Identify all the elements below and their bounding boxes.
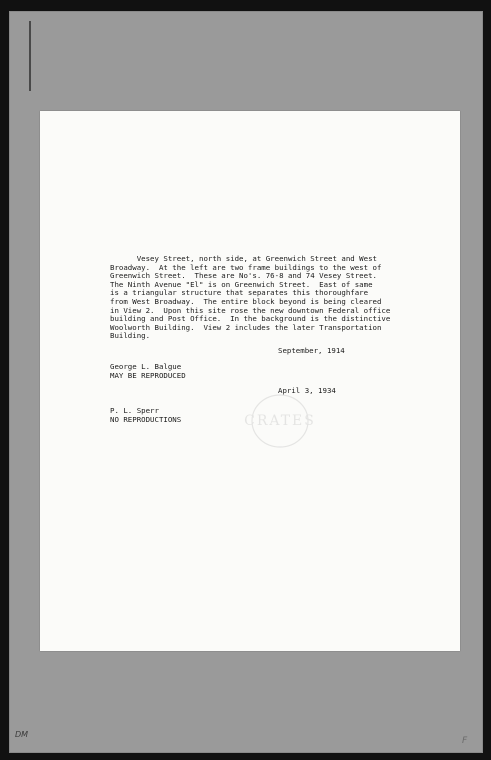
date-first: September, 1914 (278, 346, 345, 355)
faded-stamp (210, 391, 350, 451)
corner-note-right: F (462, 736, 468, 746)
stamp-text: CRATES (244, 413, 316, 429)
credit-second: P. L. Sperr NO REPRODUCTIONS (110, 406, 182, 424)
typed-document (40, 111, 460, 651)
credit-first: George L. Balgue MAY BE REPRODUCED (110, 362, 186, 380)
mount-board (9, 11, 483, 753)
corner-note-left: DM (15, 730, 29, 739)
edge-mark (29, 21, 31, 91)
date-second: April 3, 1934 (278, 386, 336, 395)
description-paragraph: Vesey Street, north side, at Greenwich Street and West Broadway. At the left are two frame buildings to the west of Greenwich Street. These are No's. 76-8 and 74 Vesey Street. The Ninth Avenue "El" is on Greenwich Street. East of same is a triangular structure that separates this thoroughfare from West Broadway. The entire block beyond is being cleared in View 2. Upon this site rose the new downtown Federal office building and Post Office. In the background is the distinctive Woolworth Building. View 2 includes the later Transportation Building. (110, 254, 391, 341)
